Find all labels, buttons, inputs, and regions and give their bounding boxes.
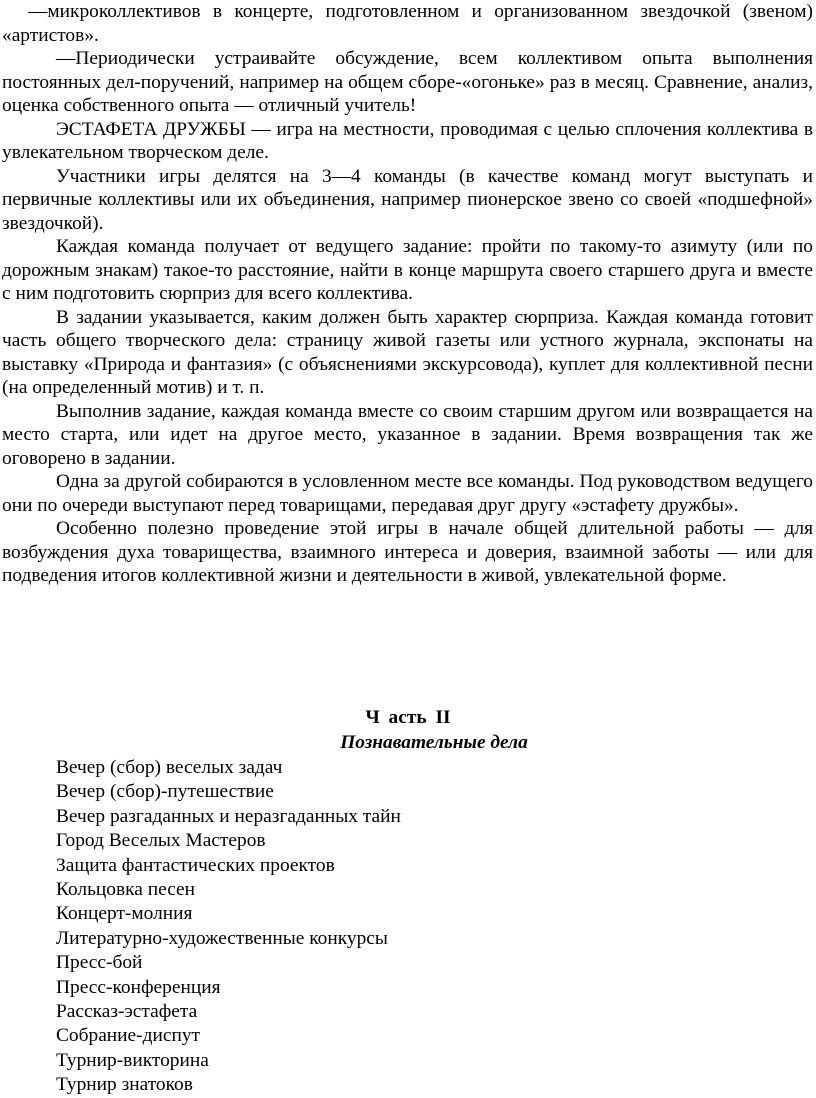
paragraph-teams: Участники игры делятся на 3—4 команды (в качестве команд могут выступать и первичные коллективы или их объединения, например пионерское звено со своей «подшефной» звездочкой). — [2, 165, 813, 234]
part-heading: Ч асть II — [365, 707, 451, 728]
list-item: Турнир знатоков — [56, 1074, 193, 1096]
paragraph-discussion: —Периодически устраивайте обсуждение, всем коллективом опыта выполнения постоянных дел-поручений, например на общем сборе-«огоньке» раз в месяц. Сравнение, анализ, оценка собственного опыта — отличный учитель! — [2, 48, 813, 116]
paragraph-task: Каждая команда получает от ведущего задание: пройти по такому-то азимуту (или по дорожным знакам) такое-то расстояние, найти в конце маршрута своего старшего друга и вместе с ним подготовить сюрприз для всего коллектива. — [2, 236, 813, 304]
list-item: Собрание-диспут — [56, 1025, 201, 1047]
paragraph-return: Выполнив задание, каждая команда вместе со своим старшим другом или возвращается на место старта, или идет на другое место, указанное в задании. Время возвращения так же оговорено в задании. — [2, 400, 813, 469]
paragraph-relay-definition: ЭСТАФЕТА ДРУЖБЫ — игра на местности, проводимая с целью сплочения коллектива в увлекательном творческом деле. — [2, 118, 813, 163]
paragraph-usefulness: Особенно полезно проведение этой игры в начале общей длительной работы — для возбуждения духа товарищества, взаимного интереса и доверия, взаимной заботы — или для подведения итогов коллективной жизни и деятельности в живой, увлекательной форме. — [2, 518, 813, 586]
part-subtitle: Познавательные дела — [340, 732, 528, 753]
list-item: Вечер (сбор)-путешествие — [56, 781, 274, 803]
paragraph-gathering: Одна за другой собираются в условленном месте все команды. Под руководством ведущего они по очереди выступают перед товарищами, передавая друг другу «эстафету дружбы». — [2, 471, 813, 516]
list-item: Город Веселых Мастеров — [56, 830, 266, 852]
paragraph-micro-collectives: —микроколлективов в концерте, подготовленном и организованном звездочкой (звеном) «артистов». — [2, 1, 813, 46]
list-item: Турнир-викторина — [56, 1049, 209, 1071]
list-item: Рассказ-эстафета — [56, 1001, 198, 1023]
body-text — [2, 0, 813, 588]
list-item: Вечер (сбор) веселых задач — [56, 757, 283, 778]
paragraph-surprise: В задании указывается, каким должен быть характер сюрприза. Каждая команда готовит часть общего творческого дела: страницу живой газеты или устного журнала, экспонаты на выставку «Природа и фантазия» (с объяснениями экскурсовода), куплет для коллективной песни (на определенный мотив) и т. п. — [2, 306, 813, 398]
list-item: Пресс-конференция — [56, 976, 221, 998]
list-item: Пресс-бой — [56, 952, 143, 974]
list-item: Литературно-художественные конкурсы — [56, 927, 388, 949]
activities-list — [56, 756, 401, 1098]
list-item: Концерт-молния — [56, 903, 193, 925]
list-item: Защита фантастических проектов — [56, 854, 335, 876]
list-item: Кольцовка песен — [56, 879, 196, 901]
list-item: Вечер разгаданных и неразгаданных тайн — [56, 805, 401, 827]
